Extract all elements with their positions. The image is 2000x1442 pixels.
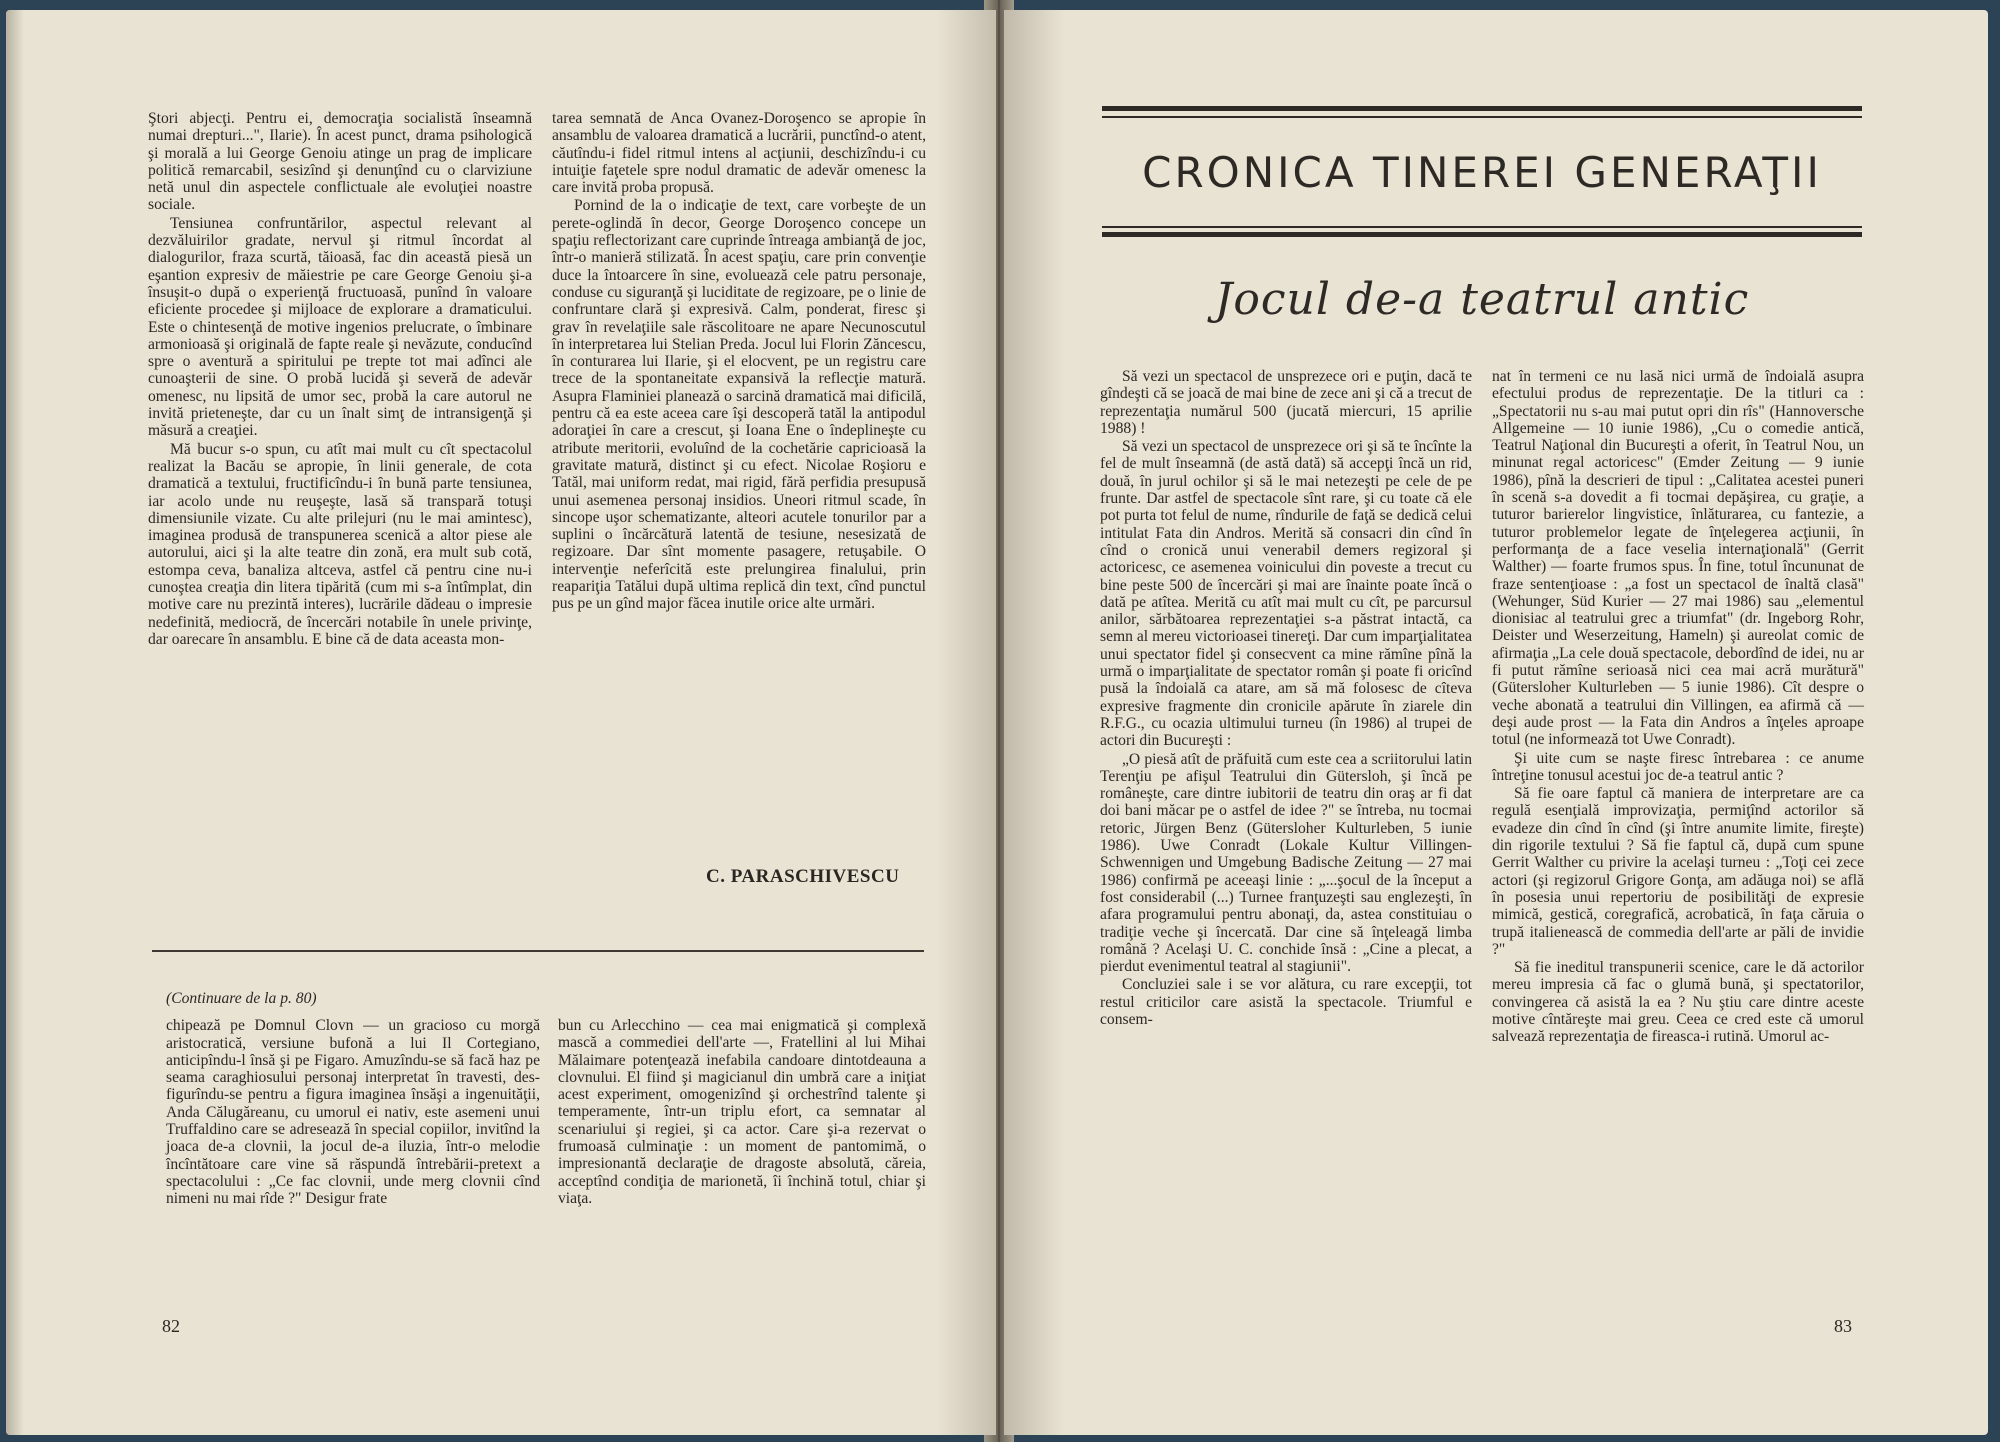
left-column-1 (148, 110, 532, 648)
page-number: 83 (1834, 1316, 1852, 1336)
paragraph: nat în termeni ce nu lasă nici urmă de îndoială asupra efectului produs de reprezentaţie. De la titluri ca : „Spectatorii nu s-au mai putut opri din rîs" (Hannoversche Allgemeine — 10 iunie 1986), „Cu o comedie antică, Teatrul Naţional din Bucureşti a oferit, în Teatrul Nou, un minunat regal actoricesc" (Emder Zeitung — 9 iunie 1986), pînă la descrieri de tipul : „Calitatea acestei puneri în scenă s-a dovedit a fi tocmai depăşirea, cu graţie, a tuturor barierelor lingvistice, înlăturarea, cu fantezie, a tuturor problemelor legate de înţelegerea acţiunii, în performanţa de a face veselia internaţională" (Gerrit Walther) — foarte frumos spus. În fine, totul încununat de fraze sentenţioase : „a fost un spectacol de înaltă clasă" (Wehunger, Süd Kurier — 27 mai 1986) sau „elementul dionisiac al teatrului grec a triumfat" (dr. Ingeborg Rohr, Deister und Weserzeitung, Hameln) şi aureolat comic de afirmaţia „La cele două spectacole, debordînd de idei, nu ar fi putut rămîne serioasă nici cea mai acră murătură" (Gütersloher Kulturleben — 5 iunie 1986). Cît despre o veche abonată a teatrului din Villingen, ea afirmă că — deşi aude prost — la Fata din Andros a înţeles aproape totul (ne informează tot Uwe Conradt). (1492, 368, 1864, 749)
continuation-note: (Continuare de la p. 80) (166, 990, 317, 1007)
paragraph: chipează pe Domnul Clovn — un gracioso cu morgă aristocratică, versiune bufonă a lui Il Cortegiano, anticipîndu-l însă şi pe Figaro. Amuzîndu-se să facă haz pe seama caraghiosului personaj interpretat în travesti, des-figurîndu-se pentru a figura imaginea însăşi a ingenuităţii, Anda Călugăreanu, cu umorul ei nativ, este asemeni unui Truffaldino care se adresează în special copiilor, invitînd la joaca de-a clovnii, la jocul de-a iluzia, într-o melodie încîntătoare care vine să răspundă întrebării-pretext a spectacolului : „Ce fac clovnii, unde merg clovnii cînd nimeni nu mai rîde ?" Desigur frate (166, 1017, 540, 1208)
paragraph: Concluziei sale i se vor alătura, cu rare excepţii, tot restul criticilor care asistă la spectacole. Triumful e consem- (1100, 976, 1472, 1028)
paragraph: Şi uite cum se naşte firesc întrebarea : ce anume întreţine tonusul acestui joc de-a teatrul antic ? (1492, 749, 1864, 784)
paragraph: Să vezi un spectacol de unsprezece ori şi să te încînte la fel de mult înseamnă (de astă dată) să accepţi încă un rid, două, în jurul ochilor şi să le mai netezeşti pe cele de pe frunte. Dar astfel de spectacole sînt rare, şi cu toate că ele pot purta tot felul de nume, rîndurile de faţă se dedică celui intitulat Fata din Andros. Merită să consacri din cînd în cînd o cronică unui venerabil demers regizoral şi actoricesc, ce asemenea voinicului din poveste a trecut cu bine peste 500 de încercări şi mai are înainte poate încă o dată pe atîtea. Merită cu atît mai mult cu cît, pe parcursul anilor, sărbătoarea reprezentaţiei s-a păstrat intactă, ca semn al mereu victorioasei tinereţi. Dar cum imparţialitatea unui spectator fidel şi consecvent ca mine rămîne pînă la urmă o imparţialitate de spectator român şi poate fi oricînd pusă la îndoială ca atare, am să mă folosesc de cîteva expresive fragmente din cronicile apărute în ziarele din R.F.G., cu ocazia ultimului turneu (în 1986) al trupei de actori din Bucureşti : (1100, 438, 1472, 750)
page-edge (6, 10, 24, 1435)
left-column-4 (558, 1017, 926, 1207)
right-column-2 (1492, 368, 1864, 1046)
paragraph: Ştori abjecţi. Pentru ei, democraţia socialistă înseamnă numai drepturi...", Ilarie). În acest punct, drama psihologică şi morală a lui George Genoiu atinge un prag de implicare politică remarcabil, sesizînd şi denunţînd cu o clarviziune netă unul din aspectele conflictuale ale evoluţiei noastre sociale. (148, 110, 532, 214)
paragraph: Să fie ineditul transpunerii scenice, care le dă actorilor mereu impresia că fac o glumă bună, şi spectatorilor, convingerea că asistă la ea ? Nu ştiu care dintre aceste motive cîntăreşte mai greu. Ceea ce cred este că umorul salvează reprezentaţia de fireasca-i rutină. Umorul ac- (1492, 959, 1864, 1046)
author-signature: C. PARASCHIVESCU (706, 866, 900, 887)
paragraph: tarea semnată de Anca Ovanez-Doroşenco se apropie în ansamblu de valoarea dramatică a lucrării, punctînd-o atent, căutîndu-i fidel ritmul intens al acţiunii, deschizîndu-i cu intuiţie faţetele spre nodul dramatic de adevăr omenesc la care invită proba propusă. (552, 110, 926, 197)
header-rule-top-thin (1102, 116, 1862, 118)
header-rule-bottom (1102, 232, 1862, 237)
paragraph: Pornind de la o indicaţie de text, care vorbeşte de un perete-oglindă în decor, George Doroşenco concepe un spaţiu reflectorizant care cuprinde întreaga ambianţă de joc, într-o manieră stilizată. În acest spaţiu, care prin convenţie duce la întoarcere în sine, evoluează cele patru personaje, conduse cu siguranţă şi luciditate de regizoare, pe o linie de confruntare clară şi expresivă. Calm, ponderat, firesc şi grav în revelaţiile sale răscolitoare ne apare Necunoscutul în interpretarea lui Stelian Preda. Jocul lui Florin Zăncescu, în conturarea lui Ilarie, şi el elocvent, pe un registru care trece de la spontaneitate expansivă la reflecţie matură. Asupra Flaminiei planează o sarcină dramatică mai dificilă, pentru că ea este aceea care îşi descoperă tatăl la antipodul adoraţiei în care a crescut, şi Ioana Ene o îndeplineşte cu atribute meritorii, evoluînd de la cochetărie capricioasă la gravitate matură, distinct şi cu efect. Nicolae Roşioru e Tatăl, mai uniform redat, mai rigid, fără perfidia presupusă unui asemenea personaj insidios. Uneori ritmul scade, în sincope uşor schematizante, alteori acutele tonurilor par a suplini o încărcătură latentă de tesiune, nesesizată de regizoare. Dar sînt momente pasagere, retuşabile. O intervenţie neferîcită este prelungirea finalului, prin reapariţia Tatălui după ultima replică din text, cînd punctul pus pe un gînd major făcea inutile orice alte urmări. (552, 197, 926, 613)
right-column-1 (1100, 368, 1472, 1028)
article-title: Jocul de-a teatrul antic (1214, 274, 1750, 325)
paragraph: Tensiunea confruntărilor, aspectul relevant al dezvăluirilor gradate, nervul şi ritmul încordat al dialogurilor, fraza scurtă, tăioasă, fac din această piesă un eşantion expresiv de măiestrie pe care George Genoiu şi-a însuşit-o după o experienţă fructuoasă, punînd în valoare eficiente procedee şi mijloace de explorare a dramaticului. Este o chintesenţă de motive ingenios prelucrate, o îmbinare armonioasă şi originală de fapte reale şi nevăzute, conducînd spre o aventură a spiritului pe trepte tot mai adînci ale cunoaşterii de sine. O probă lucidă şi severă de adevăr omenesc, nu lipsită de umor sec, probă la care autorul ne invită prieteneşte, dar cu un înalt simţ de intransigenţă şi măsură a creaţiei. (148, 214, 532, 440)
paragraph: Mă bucur s-o spun, cu atît mai mult cu cît spectacolul realizat la Bacău se apropie, în linii generale, de cota dramatică a textului, fructificîndu-i în bună parte tensiunea, iar acolo unde nu reuşeşte, lasă să transpară totuşi dimensiunile vizate. Cu alte prilejuri (nu le mai amintesc), imaginea produsă de transpunerea scenică a altor piese ale autorului, aici şi la alte teatre din zonă, era mult sub cotă, estompa ceva, banaliza altceva, astfel că pentru cine nu-i cunoştea creaţia din litera tipărită (cum mi s-a întîmplat, din motive care nu prezintă interes), lucrările dădeau o impresie nedefinită, mediocră, de încercări notabile în unele privinţe, dar oarecare în ansamblu. E bine că de data aceasta mon- (148, 440, 532, 648)
left-column-3 (166, 990, 540, 1208)
section-title: CRONICA TINEREI GENERAŢII (1142, 148, 1822, 197)
header-rule-top (1102, 106, 1862, 111)
page-number: 82 (162, 1316, 180, 1336)
right-page (1004, 10, 1988, 1435)
left-column-2 (552, 110, 926, 613)
paragraph: bun cu Arlecchino — cea mai enigmatică şi complexă mască a commediei dell'arte —, Fratellini al lui Mihai Mălaimare potenţează inefabila candoare dintotdeauna a clovnului. El fiind şi magicianul din umbră care a iniţiat acest experiment, omogenizînd şi orchestrînd talente şi temperamente, într-un triplu efort, ca semnatar al scenariului şi regiei, şi ca actor. Care şi-a rezervat o frumoasă culminaţie : un moment de pantomimă, o impresionantă declaraţie de dragoste absolută, căreia, acceptînd condiţia de marionetă, îi închină totul, chiar şi viaţa. (558, 1017, 926, 1207)
section-divider (152, 950, 924, 952)
paragraph: Să vezi un spectacol de unsprezece ori e puţin, dacă te gîndeşti că se joacă de mai bine de zece ani şi că a trecut de reprezentaţia numărul 500 (jucată miercuri, 15 aprilie 1988) ! (1100, 368, 1472, 437)
left-page (6, 10, 996, 1435)
header-rule-bottom-thin (1102, 226, 1862, 228)
paragraph: „O piesă atît de prăfuită cum este cea a scriitorului latin Terenţiu pe afişul Teatrului din Gütersloh, şi încă pe româneşte, care dintre iubitorii de teatru din oraş ar fi dat doi bani măcar pe o astfel de idee ?" se întreba, nu tocmai retoric, Jürgen Benz (Gütersloher Kulturleben, 5 iunie 1986). Uwe Conradt (Lokale Kultur Villingen-Schwennigen und Umgebung Badische Zeitung — 27 mai 1986) confirmă pe aceeaşi linie : „...şocul de la început a fost considerabil (...) Turnee franţuzeşti sau englezeşti, în afara programului pentru abonaţi, da, astea constituiau o tradiţie veche şi încercată. Dar cine să înţeleagă limba română ? Acelaşi U. C. conchide însă : „Cine a plecat, a pierdut evenimentul teatral al stagiunii". (1100, 750, 1472, 976)
paragraph: Să fie oare faptul că maniera de interpretare are ca regulă esenţială improvizaţia, permiţînd actorilor să evadeze din cînd în cînd (şi între anumite limite, fireşte) din rigorile textului ? Să fie faptul că, după cum spune Gerrit Walther cu privire la acelaşi turneu : „Toţi cei zece actori (şi regizorul Grigore Gonţa, am adăuga noi) se află în posesia unui repertoriu de posibilităţi de expresie mimică, gestică, coregrafică, acrobatică, în faţa căruia o trupă italienească de commedia dell'arte ar păli de invidie ?" (1492, 785, 1864, 958)
